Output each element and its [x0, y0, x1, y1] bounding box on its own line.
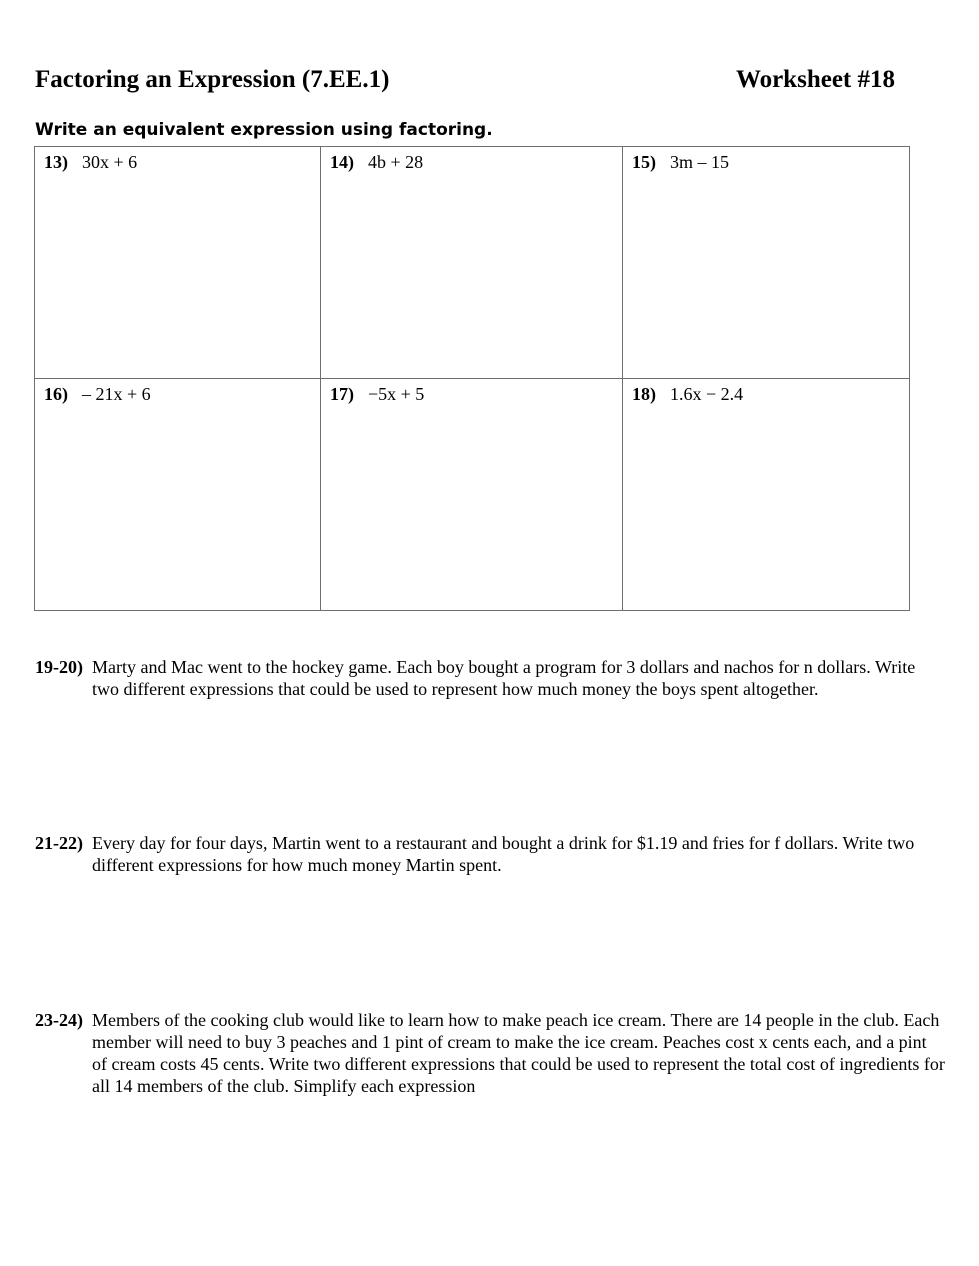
- word-problem-number: 23-24): [35, 1010, 83, 1030]
- problem-number: 16): [44, 384, 68, 404]
- problem-expression: – 21x + 6: [82, 384, 151, 404]
- word-problem-text: Every day for four days, Martin went to a restaurant and bought a drink for $1.19 and fries for f dollars. Write two different expressions for how much money Martin spent.: [92, 833, 915, 875]
- problem-cell: [35, 379, 321, 611]
- worksheet-number: Worksheet #18: [735, 66, 895, 93]
- word-problem: [35, 1009, 945, 1097]
- word-problem-number: 19-20): [35, 657, 83, 677]
- problem-cell: [321, 379, 623, 611]
- grid-row: [35, 147, 910, 379]
- worksheet-title: Factoring an Expression (7.EE.1): [35, 66, 390, 93]
- problem-expression: 3m – 15: [670, 152, 730, 172]
- problem-expression: 30x + 6: [82, 152, 138, 172]
- problem-cell: [623, 147, 910, 379]
- word-problem-number: 21-22): [35, 833, 83, 853]
- problem-number: 13): [44, 152, 68, 172]
- problem-number: 17): [330, 384, 354, 404]
- word-problem: [35, 656, 945, 700]
- grid-row: [35, 379, 910, 611]
- word-problem-text: Marty and Mac went to the hockey game. Each boy bought a program for 3 dollars and nachos for n dollars. Write two different expressions that could be used to represent how much money the boys spent altogether.: [92, 657, 916, 699]
- problem-grid: [34, 146, 910, 611]
- problem-number: 15): [632, 152, 656, 172]
- problem-cell: [35, 147, 321, 379]
- problem-cell: [321, 147, 623, 379]
- word-problem: [35, 832, 945, 876]
- problem-expression: −5x + 5: [368, 384, 425, 404]
- problem-expression: 4b + 28: [368, 152, 424, 172]
- problem-number: 18): [632, 384, 656, 404]
- problem-number: 14): [330, 152, 354, 172]
- instructions: Write an equivalent expression using factoring.: [35, 120, 493, 140]
- word-problem-text: Members of the cooking club would like to learn how to make peach ice cream. There are 14 people in the club. Each member will need to buy 3 peaches and 1 pint of cream to make the ice cream. Peaches cost x cents each, and a pint of cream costs 45 cents. Write two different expressions that could be used to represent the total cost of ingredients for all 14 members of the club. Simplify each expression: [92, 1010, 945, 1096]
- problem-expression: 1.6x − 2.4: [670, 384, 744, 404]
- problem-cell: [623, 379, 910, 611]
